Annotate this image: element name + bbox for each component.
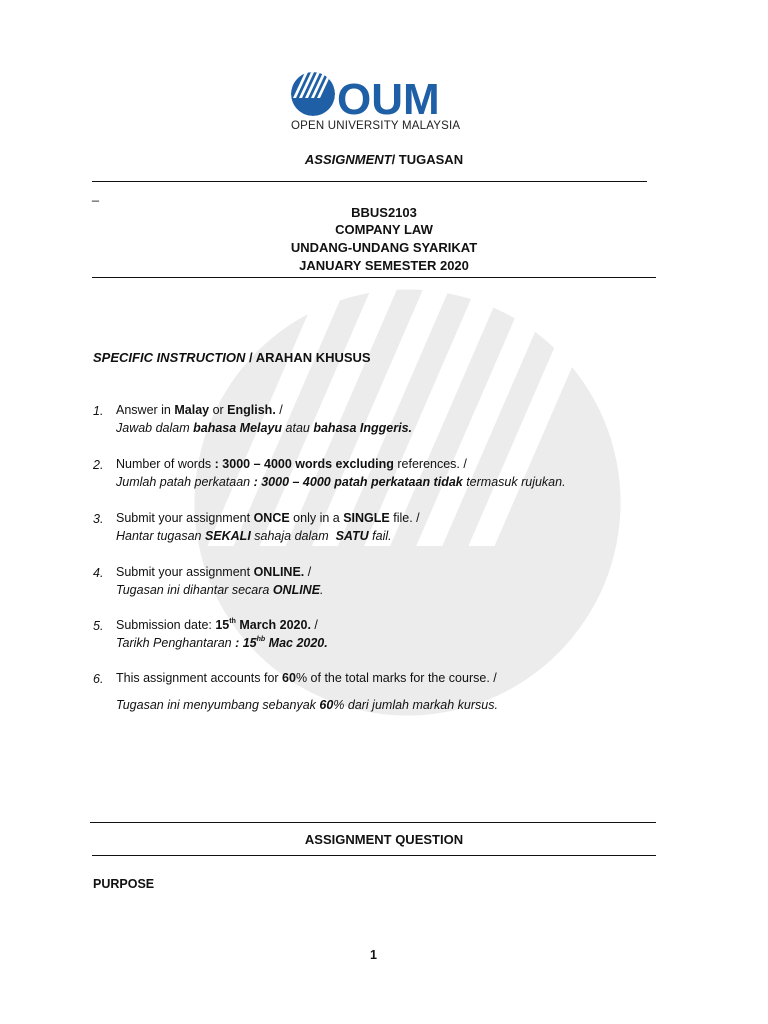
purpose-label: PURPOSE	[93, 877, 155, 891]
divider-header-bottom	[92, 277, 656, 278]
divider-question-bottom	[92, 855, 656, 856]
instruction-5-bm: Tarikh Penghantaran : $15^{hb}$ Mac 2020.	[116, 636, 328, 650]
instruction-heading-bm: / ARAHAN KHUSUS	[249, 350, 371, 365]
instruction-4-bm: Tugasan ini dihantar secara ONLINE.	[116, 583, 324, 597]
assignment-title-en: ASSIGNMENT	[304, 152, 392, 167]
instruction-number: 1.	[93, 404, 104, 418]
divider-question-top	[90, 822, 656, 823]
instruction-number: 2.	[93, 458, 104, 472]
instruction-heading-en: SPECIFIC INSTRUCTION	[93, 350, 246, 365]
stray-underscore: _	[92, 188, 99, 202]
course-code: BBUS2103	[351, 205, 417, 220]
instruction-6-bm: Tugasan ini menyumbang sebanyak 60% dari jumlah markah kursus.	[116, 698, 498, 712]
instruction-1-bm: Jawab dalam bahasa Melayu atau bahasa Inggeris.	[116, 421, 412, 435]
question-heading: ASSIGNMENT QUESTION	[304, 832, 464, 847]
semester: JANUARY SEMESTER 2020	[299, 258, 469, 273]
divider-top	[92, 181, 647, 182]
instruction-2-bm: Jumlah patah perkataan : 3000 – 4000 patah perkataan tidak termasuk rujukan.	[116, 475, 566, 489]
page-number: 1	[370, 948, 377, 962]
oum-wordmark: OUM	[337, 75, 440, 124]
instruction-number: 6.	[93, 672, 104, 686]
instruction-2-en: Number of words : 3000 – 4000 words excluding references. /	[116, 457, 467, 471]
instruction-heading	[93, 350, 371, 365]
logo-subtitle: OPEN UNIVERSITY MALAYSIA	[291, 120, 461, 132]
instruction-number: 3.	[93, 512, 104, 526]
assignment-title-bm: / TUGASAN	[391, 152, 464, 167]
instruction-1-en: Answer in Malay or English. /	[116, 403, 283, 417]
course-name-bm: UNDANG-UNDANG SYARIKAT	[290, 240, 478, 255]
instruction-number: 4.	[93, 566, 104, 580]
instruction-number: 5.	[93, 619, 104, 633]
instruction-6-en: This assignment accounts for 60% of the total marks for the course. /	[116, 671, 497, 685]
instruction-4-en: Submit your assignment ONLINE. /	[116, 565, 312, 579]
instruction-5-en: Submission date: 15th March 2020. /	[116, 618, 318, 632]
course-name-en: COMPANY LAW	[335, 222, 433, 237]
assignment-title	[0, 152, 768, 167]
instruction-3-en: Submit your assignment ONCE only in a SINGLE file. /	[116, 511, 420, 525]
instruction-3-bm: Hantar tugasan SEKALI sahaja dalam SATU fail.	[116, 529, 392, 543]
